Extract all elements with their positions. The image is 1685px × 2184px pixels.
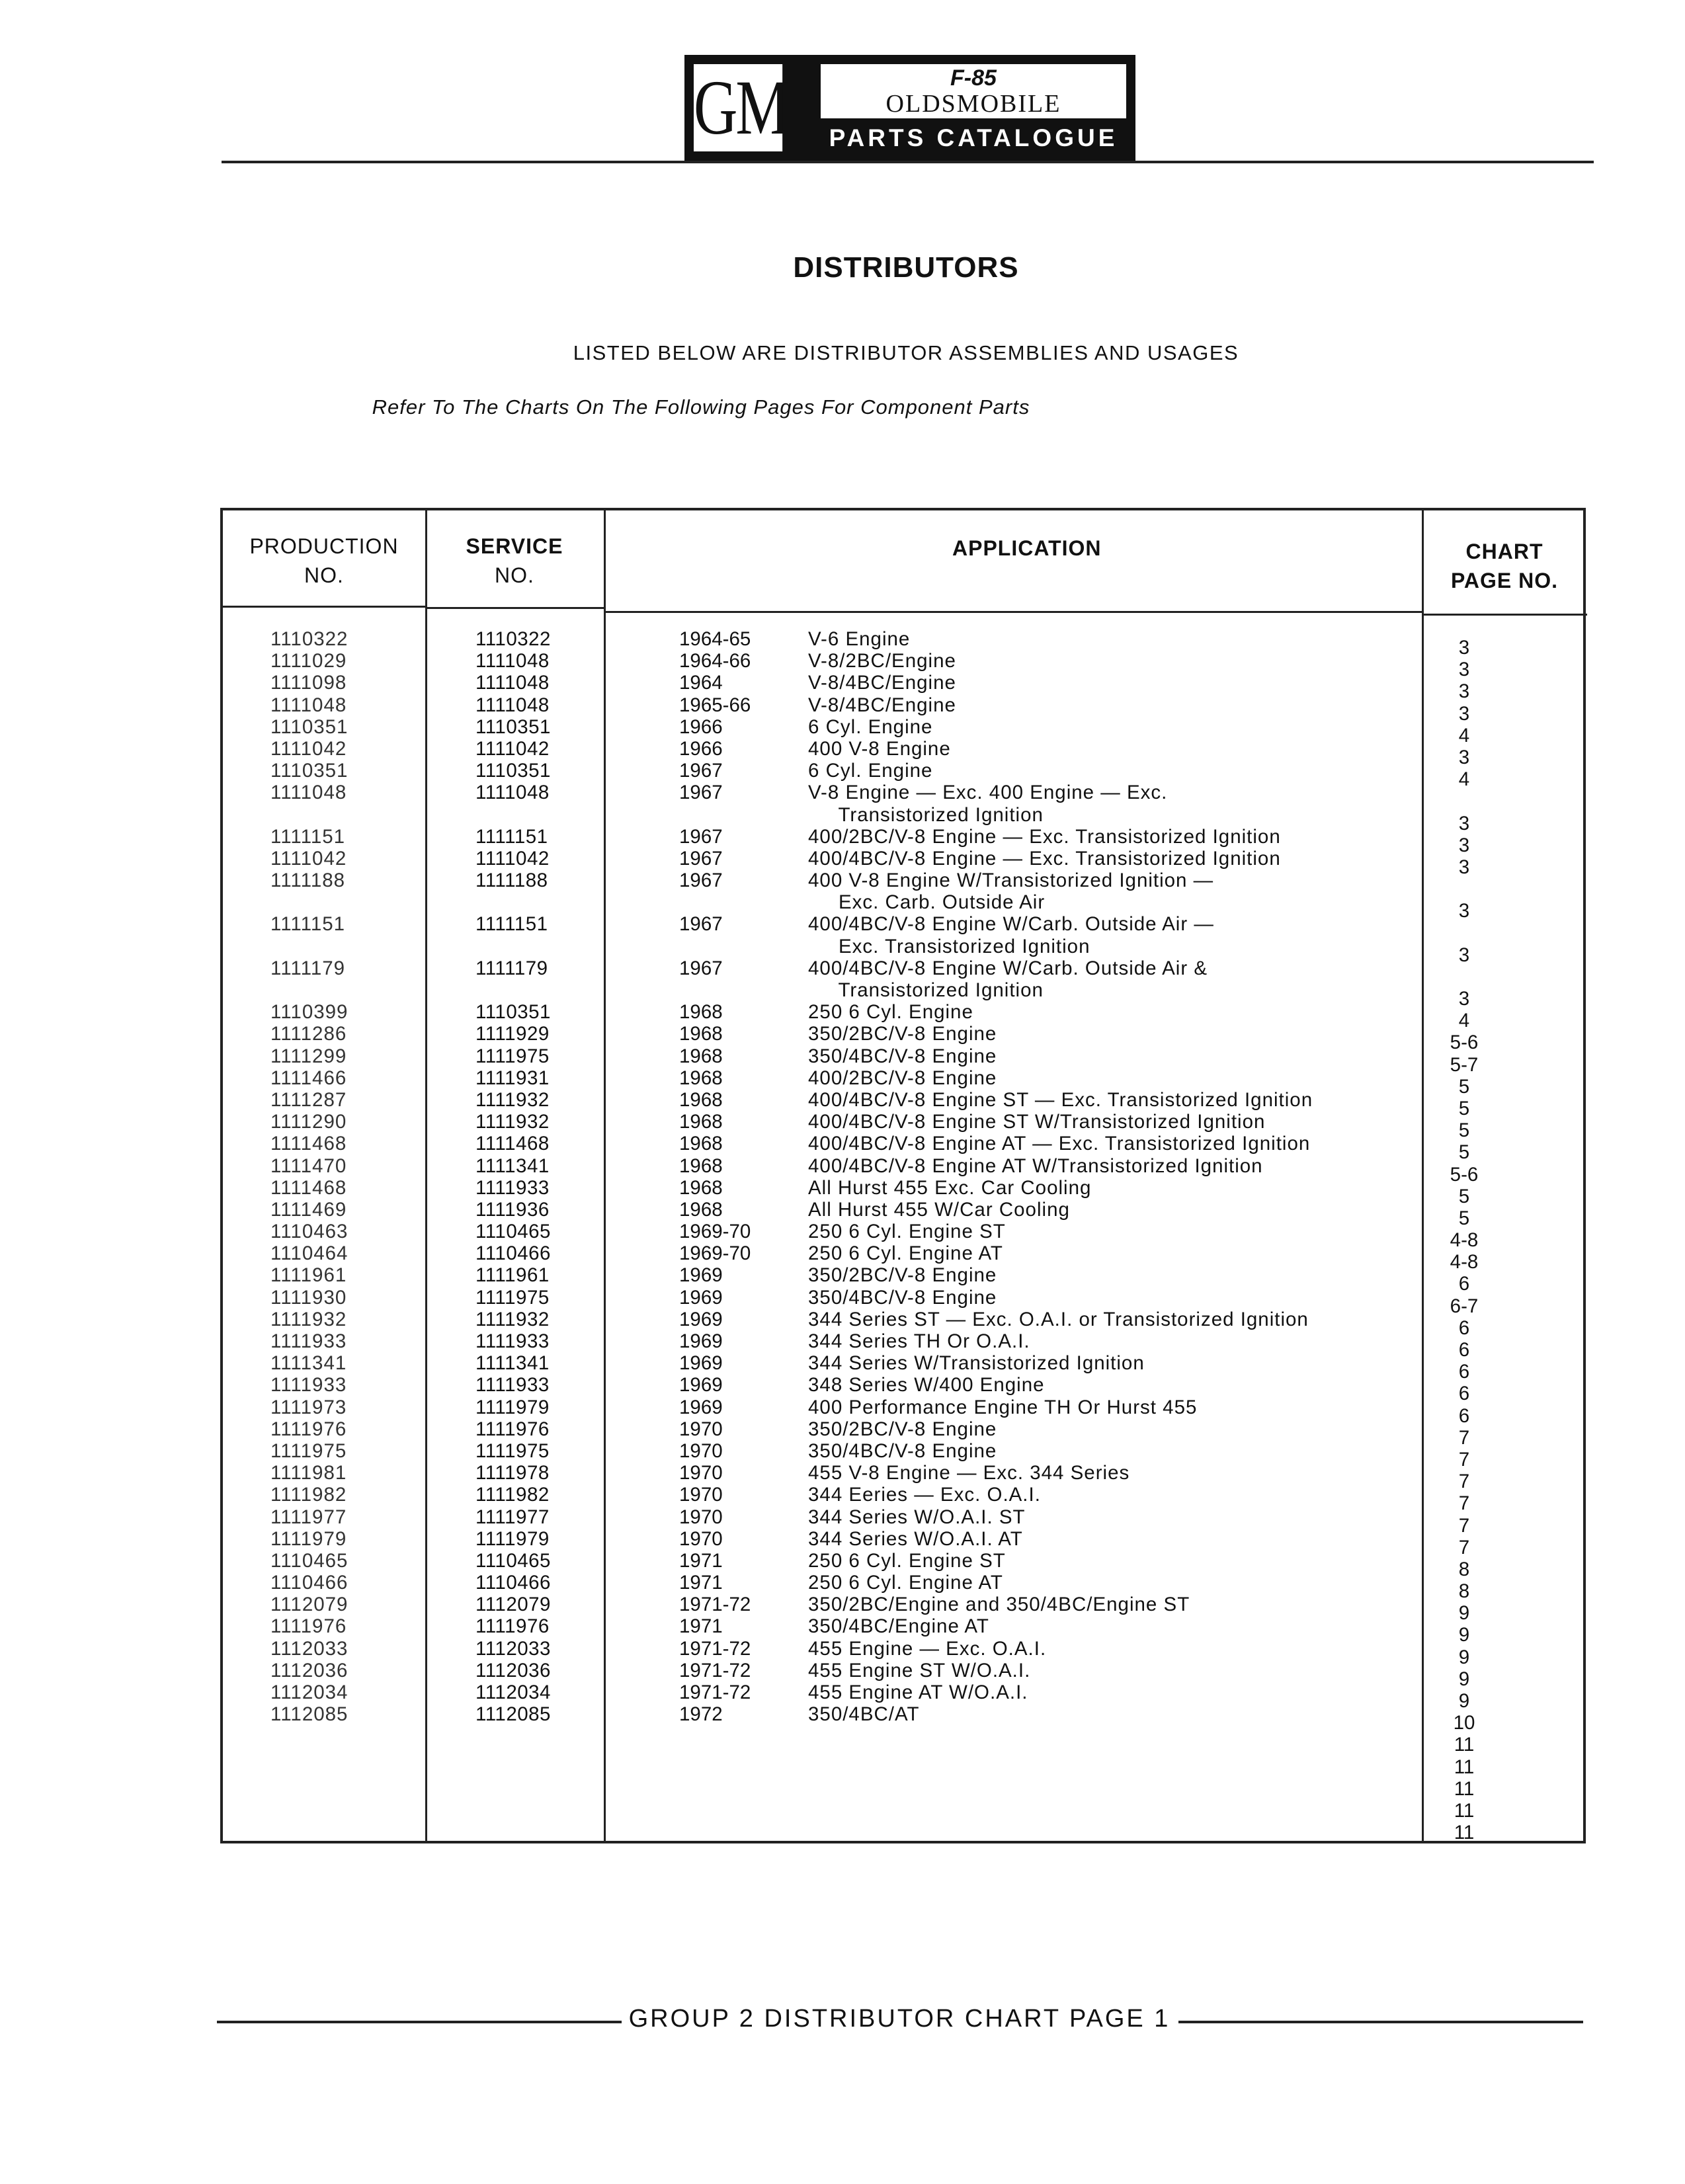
model-year: 1970 [679,1506,723,1528]
chart-page-number [1365,922,1563,944]
service-number: 1112036 [475,1659,551,1681]
production-number: 1110465 [270,1549,349,1572]
chart-page-number: 9 [1458,1646,1470,1668]
model-year: 1967 [679,825,723,848]
production-column [270,628,396,1725]
chart-page-number: 7 [1458,1471,1470,1493]
model-year: 1967 [679,760,723,782]
logo-gm-mark: GM [694,64,788,151]
model-year: 1967 [679,870,723,892]
application-text: 400 Performance Engine TH Or Hurst 455 [808,1396,1198,1418]
model-year: 1964 [679,672,723,694]
application-text: 350/2BC/V-8 Engine [808,1023,997,1045]
chart-page-number: 3 [1458,944,1470,966]
header-divider [425,607,604,609]
application-text: 350/4BC/V-8 Engine [808,1439,997,1462]
chart-page-number: 7 [1458,1448,1470,1471]
model-year: 1969 [679,1264,723,1287]
application-text: 350/4BC/AT [808,1703,920,1726]
chart-page-number: 6 [1458,1339,1470,1361]
production-number: 1111468 [270,1176,347,1199]
service-number: 1110322 [475,628,551,650]
chart-page-number: 7 [1458,1514,1470,1537]
chart-page-number: 6 [1458,1404,1470,1427]
model-year: 1971-72 [679,1594,751,1616]
application-text: 348 Series W/400 Engine [808,1374,1045,1396]
model-year: 1971 [679,1549,723,1572]
production-number: 1110463 [270,1221,349,1243]
production-number [270,936,396,957]
model-year: 1971 [679,1572,723,1594]
chart-page-number: 5 [1458,1185,1470,1207]
application-text: 455 Engine — Exc. O.A.I. [808,1637,1047,1660]
production-number: 1111029 [270,650,347,672]
application-text: 400/2BC/V-8 Engine — Exc. Transistorized Ignition [808,825,1281,848]
production-number: 1110399 [270,1001,349,1024]
service-number: 1110351 [475,760,551,782]
application-text: 400/4BC/V-8 Engine AT W/Transistorized Ignition [808,1154,1263,1177]
application-text: All Hurst 455 W/Car Cooling [808,1198,1070,1221]
chart-page-number: 9 [1458,1602,1470,1625]
chart-page-number: 4 [1458,768,1470,791]
chart-page-number: 7 [1458,1536,1470,1558]
model-year: 1970 [679,1484,723,1506]
header-divider [223,606,425,608]
chart-page-number: 3 [1458,659,1470,681]
application-text: 250 6 Cyl. Engine AT [808,1242,1003,1265]
application-text: 455 Engine AT W/O.A.I. [808,1681,1028,1703]
model-year: 1969 [679,1330,723,1352]
application-text: 400/4BC/V-8 Engine W/Carb. Outside Air — [808,913,1214,936]
application-text: 344 Series ST — Exc. O.A.I. or Transistorized Ignition [808,1308,1309,1330]
application-text: 350/2BC/V-8 Engine [808,1264,997,1287]
production-number: 1111982 [270,1484,347,1506]
service-number: 1111979 [475,1527,550,1550]
footer-rule-left [217,2021,622,2023]
production-number: 1111048 [270,782,347,804]
model-year: 1970 [679,1418,723,1440]
chart-page-number: 11 [1454,1822,1475,1844]
production-number [270,804,396,826]
chart-page-number: 7 [1458,1426,1470,1449]
model-year: 1970 [679,1527,723,1550]
service-number: 1110465 [475,1549,551,1572]
chart-page-number: 9 [1458,1624,1470,1646]
chart-page-number: 5 [1458,1075,1470,1098]
model-year: 1971-72 [679,1681,751,1703]
production-number: 1111973 [270,1396,347,1418]
header-service: SERVICE NO. [466,534,563,587]
application-text: 344 Eeries — Exc. O.A.I. [808,1484,1041,1506]
service-number: 1111151 [475,913,548,936]
logo-top-panel [821,64,1126,118]
application-text: 455 V-8 Engine — Exc. 344 Series [808,1462,1130,1484]
model-year: 1964-66 [679,650,751,672]
chart-page-number: 6 [1458,1316,1470,1339]
production-number: 1111933 [270,1330,347,1352]
model-year [679,979,785,1001]
service-number [475,804,595,826]
application-text: Transistorized Ignition [808,803,1044,826]
model-year: 1966 [679,715,723,738]
logo-f85-mark: F-85 [950,65,997,91]
production-number: 1110351 [270,715,349,738]
service-number: 1111961 [475,1264,550,1287]
production-number: 1112085 [270,1703,349,1726]
chart-page-number: 5-6 [1450,1031,1479,1054]
model-year: 1971-72 [679,1659,751,1681]
application-text: 344 Series W/Transistorized Ignition [808,1352,1145,1375]
production-number: 1112036 [270,1659,349,1681]
service-number: 1111982 [475,1484,550,1506]
service-number: 1110465 [475,1221,551,1243]
service-number [475,936,595,957]
model-year: 1968 [679,1154,723,1177]
chart-page-number: 10 [1453,1712,1475,1734]
chart-page-number: 3 [1458,856,1470,878]
chart-page-number: 4 [1458,1010,1470,1032]
service-number: 1112033 [475,1637,551,1660]
production-number: 1111979 [270,1527,347,1550]
service-number: 1112085 [475,1703,551,1726]
model-year: 1969 [679,1396,723,1418]
chart-page-number: 5-6 [1450,1163,1479,1186]
production-number: 1111468 [270,1133,347,1155]
application-text: Exc. Carb. Outside Air [808,891,1046,914]
service-number: 1111929 [475,1023,550,1045]
service-number: 1111975 [475,1439,550,1462]
model-year: 1967 [679,957,723,979]
application-text: 400/4BC/V-8 Engine — Exc. Transistorized Ignition [808,847,1281,870]
chart-page-number: 11 [1454,1734,1475,1756]
service-number: 1111933 [475,1330,550,1352]
chart-page-number: 3 [1458,834,1470,856]
production-number: 1111933 [270,1374,347,1396]
model-year: 1968 [679,1133,723,1155]
column-divider [604,510,606,1841]
chart-page-number: 6-7 [1450,1295,1479,1317]
production-number: 1111188 [270,870,346,892]
chart-page-number: 3 [1458,637,1470,659]
model-year [679,804,785,826]
application-text: 400/4BC/V-8 Engine ST W/Transistorized Ignition [808,1111,1266,1133]
chart-page-number: 5 [1458,1097,1470,1119]
model-year [679,936,785,957]
production-number: 1111287 [270,1088,347,1111]
model-year: 1965-66 [679,694,751,716]
production-number: 1111179 [270,957,346,979]
service-number: 1110351 [475,1001,551,1024]
application-text: 344 Series W/O.A.I. AT [808,1527,1023,1550]
model-year: 1967 [679,913,723,936]
chart-page-number: 11 [1454,1756,1475,1778]
application-text: V-6 Engine [808,628,911,650]
chart-page-number: 3 [1458,900,1470,922]
model-year: 1972 [679,1703,723,1726]
application-text: 350/2BC/V-8 Engine [808,1418,997,1440]
production-number: 1111975 [270,1439,347,1462]
model-year: 1967 [679,847,723,870]
application-text: 344 Series W/O.A.I. ST [808,1506,1026,1528]
chart-page-number: 4-8 [1450,1229,1479,1252]
model-year: 1968 [679,1045,723,1067]
model-year: 1968 [679,1198,723,1221]
service-number: 1111042 [475,737,550,760]
production-number: 1111932 [270,1308,347,1330]
service-number: 1111188 [475,870,548,892]
service-column [475,628,595,1725]
chart-page-number: 5 [1458,1119,1470,1142]
service-number: 1111978 [475,1462,550,1484]
service-number: 1111151 [475,825,548,848]
service-number: 1110466 [475,1242,551,1265]
service-number: 1112079 [475,1594,551,1616]
model-year: 1970 [679,1462,723,1484]
service-number: 1111933 [475,1176,550,1199]
service-number: 1111976 [475,1418,550,1440]
production-number: 1111299 [270,1045,347,1067]
service-number: 1111975 [475,1286,550,1309]
chart-page-column [1365,637,1563,1843]
application-text: 250 6 Cyl. Engine ST [808,1549,1006,1572]
service-number: 1112034 [475,1681,551,1703]
application-text: V-8/4BC/Engine [808,672,956,694]
header-rule [222,161,1594,163]
chart-page-number: 11 [1454,1777,1475,1800]
production-number: 1112079 [270,1594,349,1616]
year-column [679,628,785,1725]
application-text: 6 Cyl. Engine [808,760,933,782]
production-number [270,979,396,1001]
production-number: 1111151 [270,913,346,936]
application-text: 400/4BC/V-8 Engine ST — Exc. Transistorized Ignition [808,1088,1313,1111]
model-year: 1969 [679,1352,723,1375]
chart-page-number: 3 [1458,812,1470,834]
page-note: Refer To The Charts On The Following Pages For Component Parts [372,395,1030,419]
production-number: 1111286 [270,1023,347,1045]
chart-page-number: 3 [1458,746,1470,768]
service-number: 1111977 [475,1506,550,1528]
application-text: 400 V-8 Engine [808,737,951,760]
application-text: 400/2BC/V-8 Engine [808,1067,997,1089]
service-number: 1111048 [475,782,550,804]
model-year: 1968 [679,1023,723,1045]
model-year: 1968 [679,1067,723,1089]
application-text: V-8 Engine — Exc. 400 Engine — Exc. [808,782,1168,804]
production-number: 1111151 [270,825,346,848]
production-number: 1110351 [270,760,349,782]
production-number: 1111977 [270,1506,347,1528]
model-year: 1968 [679,1176,723,1199]
production-number: 1111341 [270,1352,347,1375]
application-text: 350/2BC/Engine and 350/4BC/Engine ST [808,1594,1190,1616]
service-number: 1111468 [475,1133,550,1155]
header-chart-page: CHART PAGE NO. [1450,540,1559,592]
application-text: 250 6 Cyl. Engine [808,1001,973,1024]
header-divider [604,611,1422,613]
chart-page-number: 3 [1458,702,1470,725]
model-year: 1964-65 [679,628,751,650]
model-year: 1969 [679,1286,723,1309]
model-year: 1969 [679,1308,723,1330]
header-divider [1422,614,1587,616]
page-title: DISTRIBUTORS [793,251,1019,284]
model-year: 1971 [679,1615,723,1638]
model-year: 1969-70 [679,1242,751,1265]
model-year: 1969-70 [679,1221,751,1243]
model-year: 1967 [679,782,723,804]
production-number: 1111290 [270,1111,347,1133]
application-text: 350/4BC/V-8 Engine [808,1045,997,1067]
application-text: 6 Cyl. Engine [808,715,933,738]
application-text: 344 Series TH Or O.A.I. [808,1330,1030,1352]
chart-page-number: 8 [1458,1580,1470,1603]
service-number: 1111976 [475,1615,550,1638]
chart-page-number [1365,878,1563,900]
logo-catalogue: PARTS CATALOGUE [829,124,1118,151]
chart-page-number [1365,966,1563,988]
service-number: 1111048 [475,672,550,694]
service-number: 1110466 [475,1572,551,1594]
service-number: 1111048 [475,650,550,672]
service-number: 1111179 [475,957,548,979]
application-text: 250 6 Cyl. Engine ST [808,1221,1006,1243]
service-number: 1111975 [475,1045,550,1067]
production-number: 1110322 [270,628,349,650]
service-number: 1111341 [475,1154,550,1177]
service-number: 1111932 [475,1088,550,1111]
model-year: 1966 [679,737,723,760]
chart-page-number: 5 [1458,1207,1470,1229]
header-production: PRODUCTION NO. [249,534,399,587]
production-number: 1111048 [270,694,347,716]
column-divider [425,510,427,1841]
production-number: 1111042 [270,737,347,760]
service-number: 1111932 [475,1111,550,1133]
service-number [475,979,595,1001]
model-year: 1971-72 [679,1637,751,1660]
production-number: 1111466 [270,1067,347,1089]
application-text: All Hurst 455 Exc. Car Cooling [808,1176,1092,1199]
gm-oldsmobile-logo [684,55,1135,161]
production-number: 1111961 [270,1264,347,1287]
production-number: 1111981 [270,1462,347,1484]
chart-page-number: 6 [1458,1361,1470,1383]
service-number: 1111936 [475,1198,550,1221]
model-year: 1968 [679,1111,723,1133]
model-year: 1968 [679,1001,723,1024]
service-number: 1110351 [475,715,551,738]
page-footer: GROUP 2 DISTRIBUTOR CHART PAGE 1 [628,2005,1171,2033]
chart-page-number: 5-7 [1450,1053,1479,1076]
chart-page-number: 3 [1458,680,1470,703]
service-number: 1111048 [475,694,550,716]
application-text: 400/4BC/V-8 Engine W/Carb. Outside Air & [808,957,1208,979]
application-text: 350/4BC/V-8 Engine [808,1286,997,1309]
production-number: 1111976 [270,1615,347,1638]
application-text: Transistorized Ignition [808,979,1044,1001]
model-year: 1968 [679,1088,723,1111]
production-number: 1112034 [270,1681,349,1703]
service-number: 1111341 [475,1352,550,1375]
application-text: 250 6 Cyl. Engine AT [808,1572,1003,1594]
application-text: 400 V-8 Engine W/Transistorized Ignition — [808,870,1214,892]
application-text: V-8/4BC/Engine [808,694,956,716]
application-text: 455 Engine ST W/O.A.I. [808,1659,1031,1681]
chart-page-number: 11 [1454,1799,1475,1822]
production-number: 1111470 [270,1154,347,1177]
header-application: APPLICATION [952,536,1102,560]
service-number: 1111979 [475,1396,550,1418]
chart-page-number: 6 [1458,1383,1470,1405]
page-subtitle: LISTED BELOW ARE DISTRIBUTOR ASSEMBLIES AND USAGES [573,341,1239,364]
production-number: 1110466 [270,1572,349,1594]
service-number [475,891,595,913]
application-text: 350/4BC/Engine AT [808,1615,989,1638]
chart-page-number: 4 [1458,724,1470,747]
chart-page-number: 9 [1458,1668,1470,1690]
application-text: 400/4BC/V-8 Engine AT — Exc. Transistorized Ignition [808,1133,1311,1155]
service-number: 1111931 [475,1067,550,1089]
chart-page-number: 5 [1458,1141,1470,1164]
production-number: 1110464 [270,1242,349,1265]
production-number: 1111976 [270,1418,347,1440]
service-number: 1111932 [475,1308,550,1330]
application-text: Exc. Transistorized Ignition [808,935,1090,957]
chart-page-number [1365,790,1563,812]
application-text: V-8/2BC/Engine [808,650,956,672]
service-number: 1111933 [475,1374,550,1396]
production-number: 1111930 [270,1286,347,1309]
chart-page-number: 9 [1458,1690,1470,1712]
production-number: 1111042 [270,847,347,870]
logo-make: OLDSMOBILE [885,90,1061,118]
production-number: 1111469 [270,1198,347,1221]
model-year [679,891,785,913]
chart-page-number: 6 [1458,1273,1470,1295]
service-number: 1111042 [475,847,550,870]
distributor-table [220,508,1586,1843]
chart-page-number: 7 [1458,1492,1470,1515]
model-year: 1970 [679,1439,723,1462]
chart-page-number: 3 [1458,988,1470,1010]
footer-rule-right [1178,2021,1583,2023]
chart-page-number: 8 [1458,1558,1470,1580]
model-year: 1969 [679,1374,723,1396]
production-number: 1112033 [270,1637,349,1660]
production-number [270,891,396,913]
chart-page-number: 4-8 [1450,1251,1479,1274]
production-number: 1111098 [270,672,347,694]
